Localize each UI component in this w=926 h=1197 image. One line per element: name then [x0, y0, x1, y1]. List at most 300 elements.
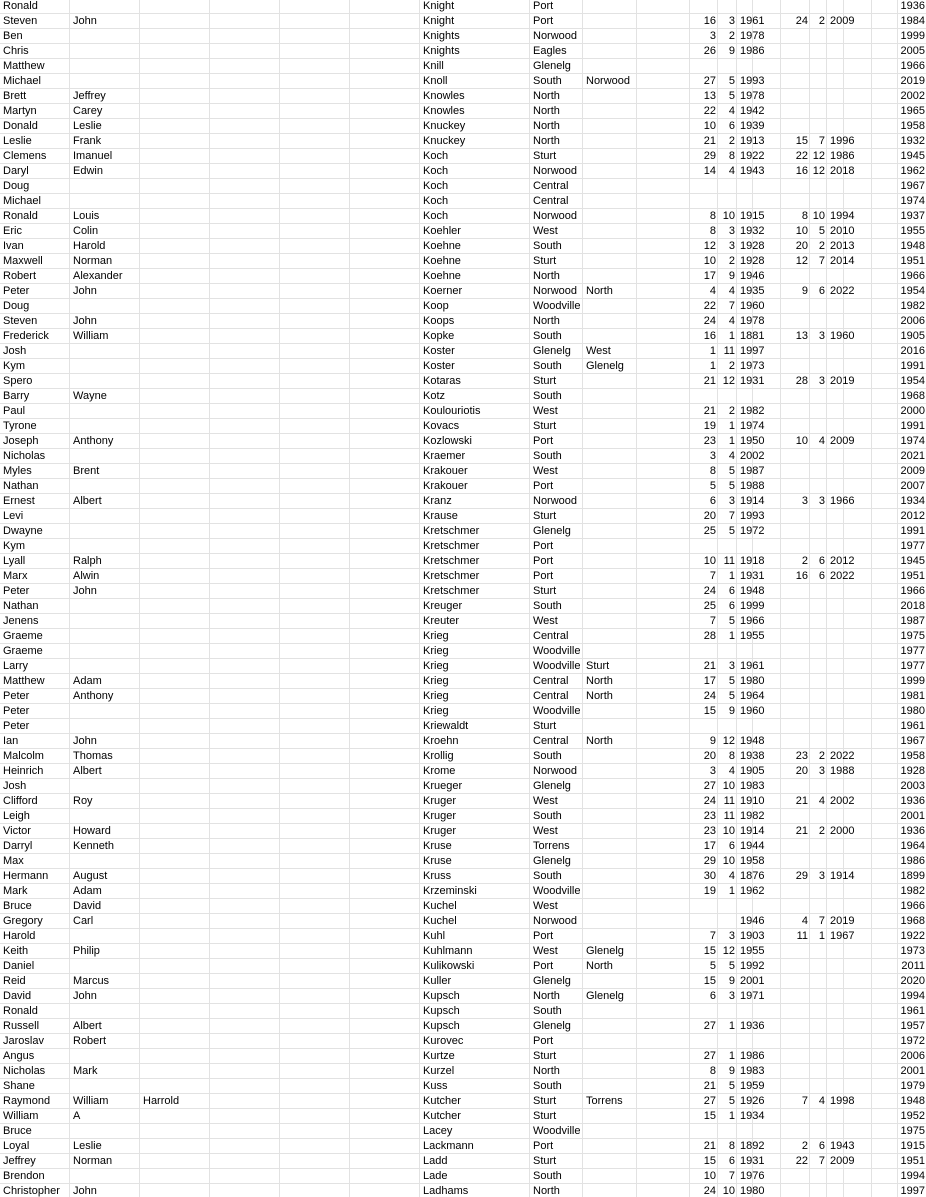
birth-year-cell[interactable]: 1881 [740, 330, 765, 342]
birth-year-cell[interactable]: 1966 [740, 615, 765, 627]
third-name-cell[interactable] [140, 44, 209, 59]
club-cell[interactable]: South [533, 870, 562, 882]
surname-cell[interactable]: Knuckey [423, 120, 466, 132]
club-cell[interactable]: North [533, 120, 560, 132]
first-name-cell[interactable]: Peter [3, 690, 30, 702]
death-month-cell[interactable]: 7 [818, 135, 825, 147]
death-day-cell[interactable]: 21 [795, 795, 808, 807]
first-name-cell[interactable]: Maxwell [3, 255, 43, 267]
club-cell[interactable]: South [533, 750, 562, 762]
second-club-cell[interactable] [583, 704, 636, 719]
birth-day-cell[interactable]: 29 [703, 150, 716, 162]
club-cell[interactable]: Central [533, 195, 569, 207]
birth-month-cell[interactable]: 5 [728, 480, 735, 492]
first-name-cell[interactable]: Matthew [3, 675, 45, 687]
third-name-cell[interactable] [140, 869, 209, 884]
birth-month-cell[interactable]: 1 [728, 630, 735, 642]
first-name-cell[interactable]: Christopher [3, 1185, 60, 1197]
surname-cell[interactable]: Kutcher [423, 1095, 461, 1107]
blank-cell[interactable] [844, 194, 871, 209]
second-name-cell[interactable]: Jeffrey [73, 90, 106, 102]
birth-year-cell[interactable]: 1955 [740, 630, 765, 642]
second-name-cell[interactable] [70, 1124, 139, 1139]
death-year-cell[interactable]: 1988 [830, 765, 855, 777]
birth-year-cell[interactable]: 1934 [740, 1110, 765, 1122]
debut-year-cell[interactable]: 1952 [900, 1110, 925, 1122]
surname-cell[interactable]: Koehne [423, 270, 461, 282]
birth-day-cell[interactable]: 17 [703, 840, 716, 852]
surname-cell[interactable]: Kroehn [423, 735, 459, 747]
second-club-cell[interactable]: North [586, 675, 613, 687]
club-cell[interactable]: West [533, 225, 558, 237]
club-cell[interactable]: Woodville [533, 660, 581, 672]
blank-cell[interactable] [844, 329, 871, 344]
debut-year-cell[interactable]: 1994 [900, 1170, 925, 1182]
debut-year-cell[interactable]: 1899 [900, 870, 925, 882]
death-day-cell[interactable] [781, 104, 809, 119]
second-club-cell[interactable] [583, 974, 636, 989]
death-day-cell[interactable] [781, 659, 809, 674]
birth-month-cell[interactable]: 5 [728, 525, 735, 537]
surname-cell[interactable]: Kruger [423, 795, 457, 807]
second-name-cell[interactable] [70, 704, 139, 719]
birth-day-cell[interactable] [690, 59, 717, 74]
club-cell[interactable]: Glenelg [533, 345, 571, 357]
birth-day-cell[interactable]: 24 [703, 1185, 716, 1197]
debut-year-cell[interactable]: 1979 [900, 1080, 925, 1092]
birth-day-cell[interactable]: 7 [709, 930, 716, 942]
surname-cell[interactable]: Kotaras [423, 375, 461, 387]
death-year-cell[interactable]: 1943 [830, 1140, 855, 1152]
death-day-cell[interactable] [781, 419, 809, 434]
birth-year-cell[interactable]: 1976 [740, 1170, 765, 1182]
birth-year-cell[interactable]: 1992 [740, 960, 765, 972]
second-club-cell[interactable] [583, 599, 636, 614]
club-cell[interactable]: Sturt [533, 1050, 557, 1062]
second-club-cell[interactable]: Glenelg [586, 945, 624, 957]
birth-month-cell[interactable]: 2 [728, 405, 735, 417]
birth-year-cell[interactable]: 1928 [740, 255, 765, 267]
surname-cell[interactable]: Krieg [423, 660, 449, 672]
third-name-cell[interactable] [140, 839, 209, 854]
birth-day-cell[interactable]: 1 [709, 345, 716, 357]
debut-year-cell[interactable]: 1991 [900, 420, 925, 432]
debut-year-cell[interactable]: 2012 [900, 510, 925, 522]
debut-year-cell[interactable]: 1932 [900, 135, 925, 147]
first-name-cell[interactable]: Dwayne [3, 525, 43, 537]
second-name-cell[interactable]: A [73, 1110, 81, 1122]
second-name-cell[interactable] [70, 959, 139, 974]
death-month-cell[interactable] [810, 0, 826, 14]
birth-year-cell[interactable]: 1903 [740, 930, 765, 942]
second-name-cell[interactable]: John [73, 990, 97, 1002]
surname-cell[interactable]: Knight [423, 0, 455, 12]
birth-year-cell[interactable]: 1961 [740, 15, 765, 27]
second-name-cell[interactable] [70, 629, 139, 644]
second-club-cell[interactable]: Glenelg [586, 990, 624, 1002]
death-month-cell[interactable] [810, 179, 826, 194]
blank-cell[interactable] [844, 464, 871, 479]
blank-cell[interactable] [844, 1124, 871, 1139]
surname-cell[interactable]: Knights [423, 30, 460, 42]
birth-month-cell[interactable]: 3 [728, 495, 735, 507]
debut-year-cell[interactable]: 1977 [900, 660, 925, 672]
third-name-cell[interactable] [140, 914, 209, 929]
blank-cell[interactable] [844, 494, 871, 509]
second-club-cell[interactable] [583, 749, 636, 764]
blank-cell[interactable] [844, 959, 871, 974]
birth-month-cell[interactable]: 9 [728, 270, 735, 282]
death-month-cell[interactable] [810, 959, 826, 974]
first-name-cell[interactable]: Daryl [3, 165, 29, 177]
debut-year-cell[interactable]: 2016 [900, 345, 925, 357]
birth-year-cell[interactable]: 1987 [740, 465, 765, 477]
surname-cell[interactable]: Kuller [423, 975, 452, 987]
second-club-cell[interactable] [583, 329, 636, 344]
birth-day-cell[interactable]: 15 [703, 1155, 716, 1167]
blank-cell[interactable] [844, 629, 871, 644]
death-year-cell[interactable]: 1998 [830, 1095, 855, 1107]
birth-day-cell[interactable]: 10 [703, 1170, 716, 1182]
birth-month-cell[interactable]: 12 [722, 945, 735, 957]
death-year-cell[interactable]: 2000 [830, 825, 855, 837]
blank-cell[interactable] [844, 119, 871, 134]
second-name-cell[interactable] [70, 194, 139, 209]
death-month-cell[interactable] [810, 29, 826, 44]
third-name-cell[interactable] [140, 794, 209, 809]
blank-cell[interactable] [844, 434, 871, 449]
death-day-cell[interactable] [781, 269, 809, 284]
birth-day-cell[interactable]: 27 [703, 1050, 716, 1062]
birth-month-cell[interactable]: 4 [728, 105, 735, 117]
death-month-cell[interactable] [810, 884, 826, 899]
death-month-cell[interactable]: 7 [818, 255, 825, 267]
second-club-cell[interactable] [583, 419, 636, 434]
surname-cell[interactable]: Kretschmer [423, 570, 480, 582]
second-name-cell[interactable]: Alexander [73, 270, 123, 282]
second-name-cell[interactable] [70, 419, 139, 434]
blank-cell[interactable] [844, 869, 871, 884]
club-cell[interactable]: North [533, 135, 560, 147]
birth-month-cell[interactable]: 10 [722, 825, 735, 837]
death-month-cell[interactable] [810, 539, 826, 554]
club-cell[interactable]: West [533, 405, 558, 417]
birth-day-cell[interactable]: 21 [703, 1140, 716, 1152]
surname-cell[interactable]: Krzeminski [423, 885, 477, 897]
birth-month-cell[interactable] [718, 0, 736, 14]
birth-month-cell[interactable]: 1 [728, 330, 735, 342]
birth-year-cell[interactable]: 1946 [740, 915, 765, 927]
birth-year-cell[interactable]: 1960 [740, 705, 765, 717]
death-month-cell[interactable]: 6 [818, 570, 825, 582]
debut-year-cell[interactable]: 1997 [900, 1185, 925, 1197]
death-day-cell[interactable] [781, 614, 809, 629]
death-day-cell[interactable] [781, 599, 809, 614]
second-name-cell[interactable]: Albert [73, 495, 102, 507]
third-name-cell[interactable] [140, 89, 209, 104]
death-year-cell[interactable]: 2009 [830, 1155, 855, 1167]
second-club-cell[interactable] [583, 1124, 636, 1139]
birth-day-cell[interactable]: 23 [703, 825, 716, 837]
death-day-cell[interactable] [781, 404, 809, 419]
birth-month-cell[interactable]: 4 [728, 870, 735, 882]
surname-cell[interactable]: Knowles [423, 105, 465, 117]
club-cell[interactable]: Woodville [533, 885, 581, 897]
third-name-cell[interactable] [140, 479, 209, 494]
surname-cell[interactable]: Koch [423, 195, 449, 207]
birth-month-cell[interactable] [718, 914, 736, 929]
death-month-cell[interactable]: 6 [818, 285, 825, 297]
debut-year-cell[interactable]: 2018 [900, 600, 925, 612]
first-name-cell[interactable]: Jeffrey [3, 1155, 36, 1167]
blank-cell[interactable] [844, 479, 871, 494]
surname-cell[interactable]: Kozlowski [423, 435, 472, 447]
surname-cell[interactable]: Koster [423, 345, 455, 357]
birth-year-cell[interactable]: 1958 [740, 855, 765, 867]
surname-cell[interactable]: Koerner [423, 285, 463, 297]
third-name-cell[interactable] [140, 119, 209, 134]
blank-cell[interactable] [844, 239, 871, 254]
third-name-cell[interactable] [140, 14, 209, 29]
death-year-cell[interactable]: 2009 [830, 15, 855, 27]
birth-year-cell[interactable]: 1944 [740, 840, 765, 852]
second-name-cell[interactable]: John [73, 1185, 97, 1197]
debut-year-cell[interactable]: 1951 [900, 570, 925, 582]
club-cell[interactable]: West [533, 465, 558, 477]
surname-cell[interactable]: Kupsch [423, 1005, 460, 1017]
debut-year-cell[interactable]: 1966 [900, 900, 925, 912]
surname-cell[interactable]: Koops [423, 315, 455, 327]
second-name-cell[interactable] [70, 644, 139, 659]
second-club-cell[interactable] [583, 869, 636, 884]
death-month-cell[interactable] [810, 419, 826, 434]
death-day-cell[interactable]: 24 [795, 15, 808, 27]
blank-cell[interactable] [844, 389, 871, 404]
birth-month-cell[interactable] [718, 1004, 736, 1019]
surname-cell[interactable]: Knight [423, 15, 455, 27]
third-name-cell[interactable] [140, 299, 209, 314]
death-day-cell[interactable] [781, 1124, 809, 1139]
debut-year-cell[interactable]: 2009 [900, 465, 925, 477]
surname-cell[interactable]: Kulikowski [423, 960, 475, 972]
surname-cell[interactable]: Kuhlmann [423, 945, 473, 957]
birth-month-cell[interactable]: 1 [728, 435, 735, 447]
third-name-cell[interactable] [140, 1184, 209, 1197]
club-cell[interactable]: South [533, 75, 562, 87]
second-name-cell[interactable]: Colin [73, 225, 99, 237]
death-month-cell[interactable] [810, 944, 826, 959]
blank-cell[interactable] [844, 284, 871, 299]
birth-day-cell[interactable]: 16 [703, 330, 716, 342]
second-club-cell[interactable] [583, 59, 636, 74]
death-day-cell[interactable] [781, 524, 809, 539]
second-club-cell[interactable] [583, 839, 636, 854]
death-year-cell[interactable]: 2010 [830, 225, 855, 237]
death-month-cell[interactable] [810, 899, 826, 914]
birth-day-cell[interactable]: 27 [703, 1095, 716, 1107]
third-name-cell[interactable] [140, 779, 209, 794]
birth-day-cell[interactable] [690, 0, 717, 14]
birth-day-cell[interactable] [690, 389, 717, 404]
second-club-cell[interactable] [583, 524, 636, 539]
second-club-cell[interactable] [583, 1004, 636, 1019]
first-name-cell[interactable]: Myles [3, 465, 32, 477]
club-cell[interactable]: West [533, 615, 558, 627]
second-club-cell[interactable] [583, 644, 636, 659]
birth-year-cell[interactable]: 1993 [740, 510, 765, 522]
debut-year-cell[interactable]: 1991 [900, 360, 925, 372]
surname-cell[interactable]: Koch [423, 210, 449, 222]
death-day-cell[interactable] [781, 389, 809, 404]
death-day-cell[interactable] [781, 1064, 809, 1079]
surname-cell[interactable]: Kraemer [423, 450, 466, 462]
birth-month-cell[interactable] [718, 389, 736, 404]
third-name-cell[interactable] [140, 164, 209, 179]
death-month-cell[interactable] [810, 584, 826, 599]
second-name-cell[interactable]: Alwin [73, 570, 100, 582]
first-name-cell[interactable]: Chris [3, 45, 29, 57]
debut-year-cell[interactable]: 2003 [900, 780, 925, 792]
birth-month-cell[interactable] [718, 644, 736, 659]
surname-cell[interactable]: Koehne [423, 240, 461, 252]
birth-month-cell[interactable]: 1 [728, 1020, 735, 1032]
death-day-cell[interactable]: 3 [801, 495, 808, 507]
birth-year-cell[interactable]: 1905 [740, 765, 765, 777]
birth-year-cell[interactable]: 1918 [740, 555, 765, 567]
birth-day-cell[interactable]: 15 [703, 705, 716, 717]
club-cell[interactable]: Woodville [533, 300, 581, 312]
second-name-cell[interactable] [70, 359, 139, 374]
second-club-cell[interactable] [583, 764, 636, 779]
birth-year-cell[interactable]: 1972 [740, 525, 765, 537]
debut-year-cell[interactable]: 1981 [900, 690, 925, 702]
surname-cell[interactable]: Kreuter [423, 615, 460, 627]
birth-month-cell[interactable]: 3 [728, 240, 735, 252]
first-name-cell[interactable]: Mark [3, 885, 28, 897]
third-name-cell[interactable] [140, 809, 209, 824]
second-club-cell[interactable]: Sturt [586, 660, 610, 672]
blank-cell[interactable] [844, 689, 871, 704]
club-cell[interactable]: Sturt [533, 585, 557, 597]
birth-month-cell[interactable]: 9 [728, 975, 735, 987]
second-club-cell[interactable] [583, 1139, 636, 1154]
first-name-cell[interactable]: Michael [3, 75, 41, 87]
debut-year-cell[interactable]: 1974 [900, 435, 925, 447]
birth-day-cell[interactable] [690, 179, 717, 194]
second-club-cell[interactable] [583, 1109, 636, 1124]
debut-year-cell[interactable]: 2020 [900, 975, 925, 987]
debut-year-cell[interactable]: 2000 [900, 405, 925, 417]
surname-cell[interactable]: Kruse [423, 840, 452, 852]
surname-cell[interactable]: Kruger [423, 810, 457, 822]
second-name-cell[interactable]: Brent [73, 465, 100, 477]
surname-cell[interactable]: Knoll [423, 75, 448, 87]
first-name-cell[interactable]: Josh [3, 345, 27, 357]
surname-cell[interactable]: Koch [423, 165, 449, 177]
birth-year-cell[interactable]: 1960 [740, 300, 765, 312]
debut-year-cell[interactable]: 1991 [900, 525, 925, 537]
first-name-cell[interactable]: Doug [3, 180, 30, 192]
second-club-cell[interactable] [583, 449, 636, 464]
death-month-cell[interactable] [810, 194, 826, 209]
birth-day-cell[interactable]: 13 [703, 90, 716, 102]
second-name-cell[interactable]: William [73, 1095, 109, 1107]
debut-year-cell[interactable]: 1951 [900, 255, 925, 267]
third-name-cell[interactable] [140, 449, 209, 464]
death-day-cell[interactable]: 2 [801, 555, 808, 567]
death-month-cell[interactable] [810, 674, 826, 689]
second-club-cell[interactable] [583, 1169, 636, 1184]
club-cell[interactable]: North [533, 315, 560, 327]
death-day-cell[interactable]: 29 [795, 870, 808, 882]
surname-cell[interactable]: Krollig [423, 750, 454, 762]
birth-day-cell[interactable]: 21 [703, 135, 716, 147]
birth-year-cell[interactable]: 1978 [740, 315, 765, 327]
second-name-cell[interactable] [70, 779, 139, 794]
death-month-cell[interactable]: 2 [818, 240, 825, 252]
birth-day-cell[interactable] [690, 1034, 717, 1049]
surname-cell[interactable]: Kuhl [423, 930, 446, 942]
surname-cell[interactable]: Koster [423, 360, 455, 372]
birth-month-cell[interactable] [718, 899, 736, 914]
death-day-cell[interactable]: 4 [801, 915, 808, 927]
debut-year-cell[interactable]: 1974 [900, 195, 925, 207]
second-name-cell[interactable] [70, 449, 139, 464]
second-name-cell[interactable] [70, 539, 139, 554]
birth-day-cell[interactable]: 10 [703, 255, 716, 267]
birth-year-cell[interactable]: 1973 [740, 360, 765, 372]
second-name-cell[interactable] [70, 374, 139, 389]
second-name-cell[interactable] [70, 29, 139, 44]
birth-day-cell[interactable]: 7 [709, 615, 716, 627]
second-club-cell[interactable] [583, 464, 636, 479]
birth-year-cell[interactable]: 1974 [740, 420, 765, 432]
birth-year-cell[interactable]: 1948 [740, 735, 765, 747]
second-name-cell[interactable]: Howard [73, 825, 111, 837]
second-club-cell[interactable] [583, 14, 636, 29]
birth-year-cell[interactable]: 1962 [740, 885, 765, 897]
third-name-cell[interactable] [140, 464, 209, 479]
birth-month-cell[interactable] [718, 59, 736, 74]
death-day-cell[interactable] [781, 779, 809, 794]
second-name-cell[interactable] [70, 719, 139, 734]
blank-cell[interactable] [844, 209, 871, 224]
birth-month-cell[interactable]: 3 [728, 15, 735, 27]
club-cell[interactable]: Central [533, 690, 569, 702]
birth-month-cell[interactable]: 6 [728, 1155, 735, 1167]
birth-day-cell[interactable]: 15 [703, 945, 716, 957]
death-day-cell[interactable] [781, 1049, 809, 1064]
blank-cell[interactable] [844, 614, 871, 629]
first-name-cell[interactable]: Graeme [3, 645, 43, 657]
debut-year-cell[interactable]: 1972 [900, 1035, 925, 1047]
third-name-cell[interactable] [140, 1049, 209, 1064]
death-month-cell[interactable] [810, 299, 826, 314]
second-club-cell[interactable] [583, 824, 636, 839]
debut-year-cell[interactable]: 1984 [900, 15, 925, 27]
birth-day-cell[interactable]: 25 [703, 600, 716, 612]
second-club-cell[interactable] [583, 179, 636, 194]
death-year-cell[interactable]: 2002 [830, 795, 855, 807]
third-name-cell[interactable] [140, 209, 209, 224]
death-day-cell[interactable] [781, 854, 809, 869]
death-day-cell[interactable]: 22 [795, 1155, 808, 1167]
first-name-cell[interactable]: Steven [3, 315, 38, 327]
surname-cell[interactable]: Knights [423, 45, 460, 57]
death-month-cell[interactable] [810, 599, 826, 614]
club-cell[interactable]: Sturt [533, 420, 557, 432]
death-month-cell[interactable] [810, 1034, 826, 1049]
